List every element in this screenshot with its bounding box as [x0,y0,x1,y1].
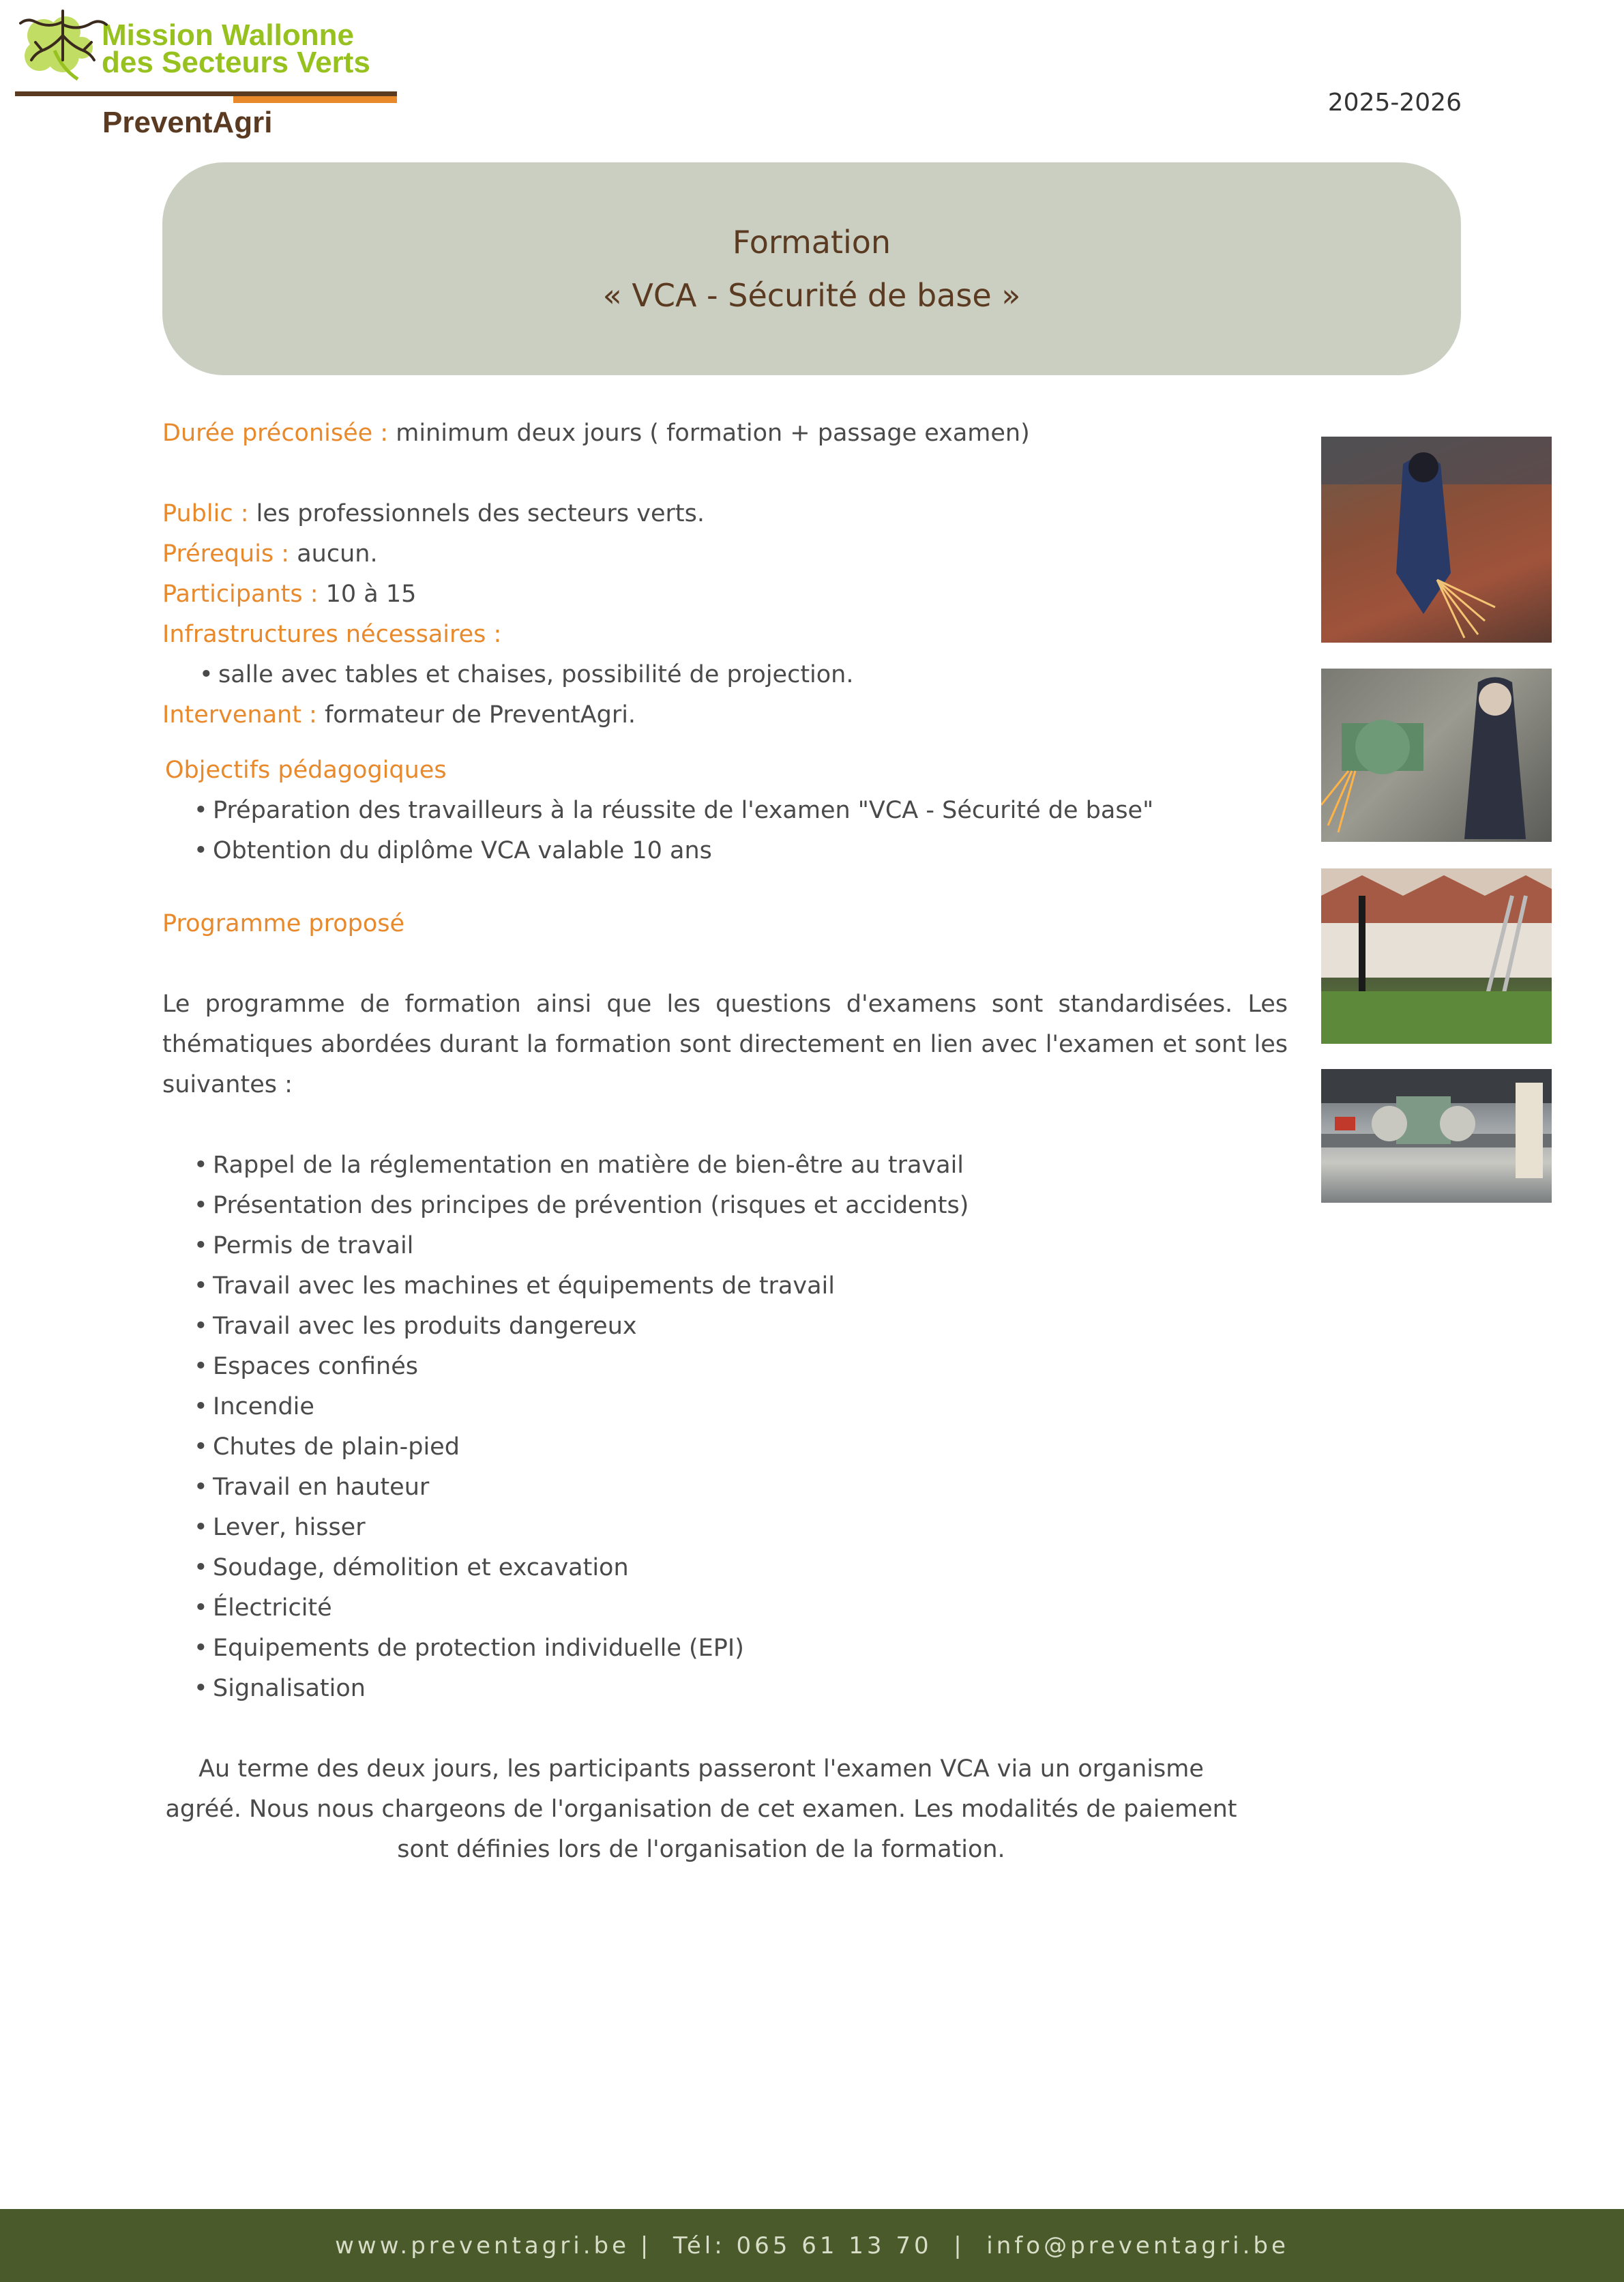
photo-grinding-sparks [1321,437,1552,643]
footer-contact: www.preventagri.be | Tél: 065 61 13 70 | info@preventagri.be [335,2232,1289,2259]
participants-value: 10 à 15 [318,581,417,608]
photo-ladder-work [1321,868,1552,1044]
list-item: • Lever, hisser [213,1508,1288,1548]
participants-label: Participants : [162,581,319,608]
logo-line2: des Secteurs Verts [102,46,370,79]
intervenant-value: formateur de PreventAgri. [316,701,636,729]
infra-label: Infrastructures nécessaires : [162,621,502,648]
prerequis-value: aucun. [289,540,378,568]
list-item: • Chutes de plain-pied [213,1427,1288,1467]
duree-line [162,413,1288,454]
duree-label: Durée préconisée : [162,420,389,447]
duree-value: minimum deux jours ( formation + passage examen) [388,420,1030,447]
logo-accent-rule [233,96,397,103]
infra-list [162,655,1288,695]
roots-icon [15,8,110,63]
logo-rule [15,91,397,96]
intervenant-label: Intervenant : [162,701,317,729]
list-item: • Travail en hauteur [213,1467,1288,1508]
list-item: • Signalisation [213,1669,1288,1709]
footer [0,2209,1624,2282]
list-item: • salle avec tables et chaises, possibilité de projection. [218,655,1288,695]
list-item: • Equipements de protection individuelle (EPI) [213,1628,1288,1669]
participants-line [162,574,1288,615]
banner-title: Formation [732,224,891,261]
list-item: • Obtention du diplôme VCA valable 10 ans [213,831,1288,871]
list-item: • Préparation des travailleurs à la réussite de l'examen "VCA - Sécurité de base" [213,791,1288,831]
main-content [162,413,1288,1870]
public-line [162,494,1288,534]
photo-workshop-grinder [1321,1069,1552,1203]
closing-paragraph: Au terme des deux jours, les participants passeront l'examen VCA via un organisme agréé. Nous nous chargeons de l'organisation de cet examen. Les modalités de paiement sont définies lors de l'organisation de la formation. [165,1755,1237,1863]
year: 2025-2026 [1327,89,1462,117]
list-item: • Travail avec les machines et équipements de travail [213,1266,1288,1306]
infra-line [162,615,1288,655]
list-item: • Soudage, démolition et excavation [213,1548,1288,1588]
public-label: Public : [162,500,249,527]
objectifs-list [162,791,1288,871]
list-item: • Espaces confinés [213,1347,1288,1387]
title-banner [162,162,1461,375]
list-item: • Travail avec les produits dangereux [213,1306,1288,1347]
list-item: • Rappel de la réglementation en matière de bien-être au travail [213,1145,1288,1186]
banner-subtitle: « VCA - Sécurité de base » [602,277,1021,314]
programme-title: Programme proposé [162,910,405,937]
prerequis-label: Prérequis : [162,540,290,568]
photo-bench-grinder [1321,669,1552,842]
logo [15,8,397,151]
prerequis-line [162,534,1288,574]
programme-list [162,1145,1288,1709]
public-value: les professionnels des secteurs verts. [248,500,705,527]
intervenant-line [162,695,1288,735]
list-item: • Permis de travail [213,1226,1288,1266]
programme-intro: Le programme de formation ainsi que les questions d'examens sont standardisées. Les thématiques abordées durant la formation sont directement en lien avec l'examen et sont les suivantes : [162,991,1288,1098]
list-item: • Présentation des principes de prévention (risques et accidents) [213,1186,1288,1226]
logo-brand: PreventAgri [102,106,273,139]
list-item: • Incendie [213,1387,1288,1427]
logo-line1: Mission Wallonne [102,18,354,52]
list-item: • Électricité [213,1588,1288,1628]
objectifs-title: Objectifs pédagogiques [165,757,447,784]
